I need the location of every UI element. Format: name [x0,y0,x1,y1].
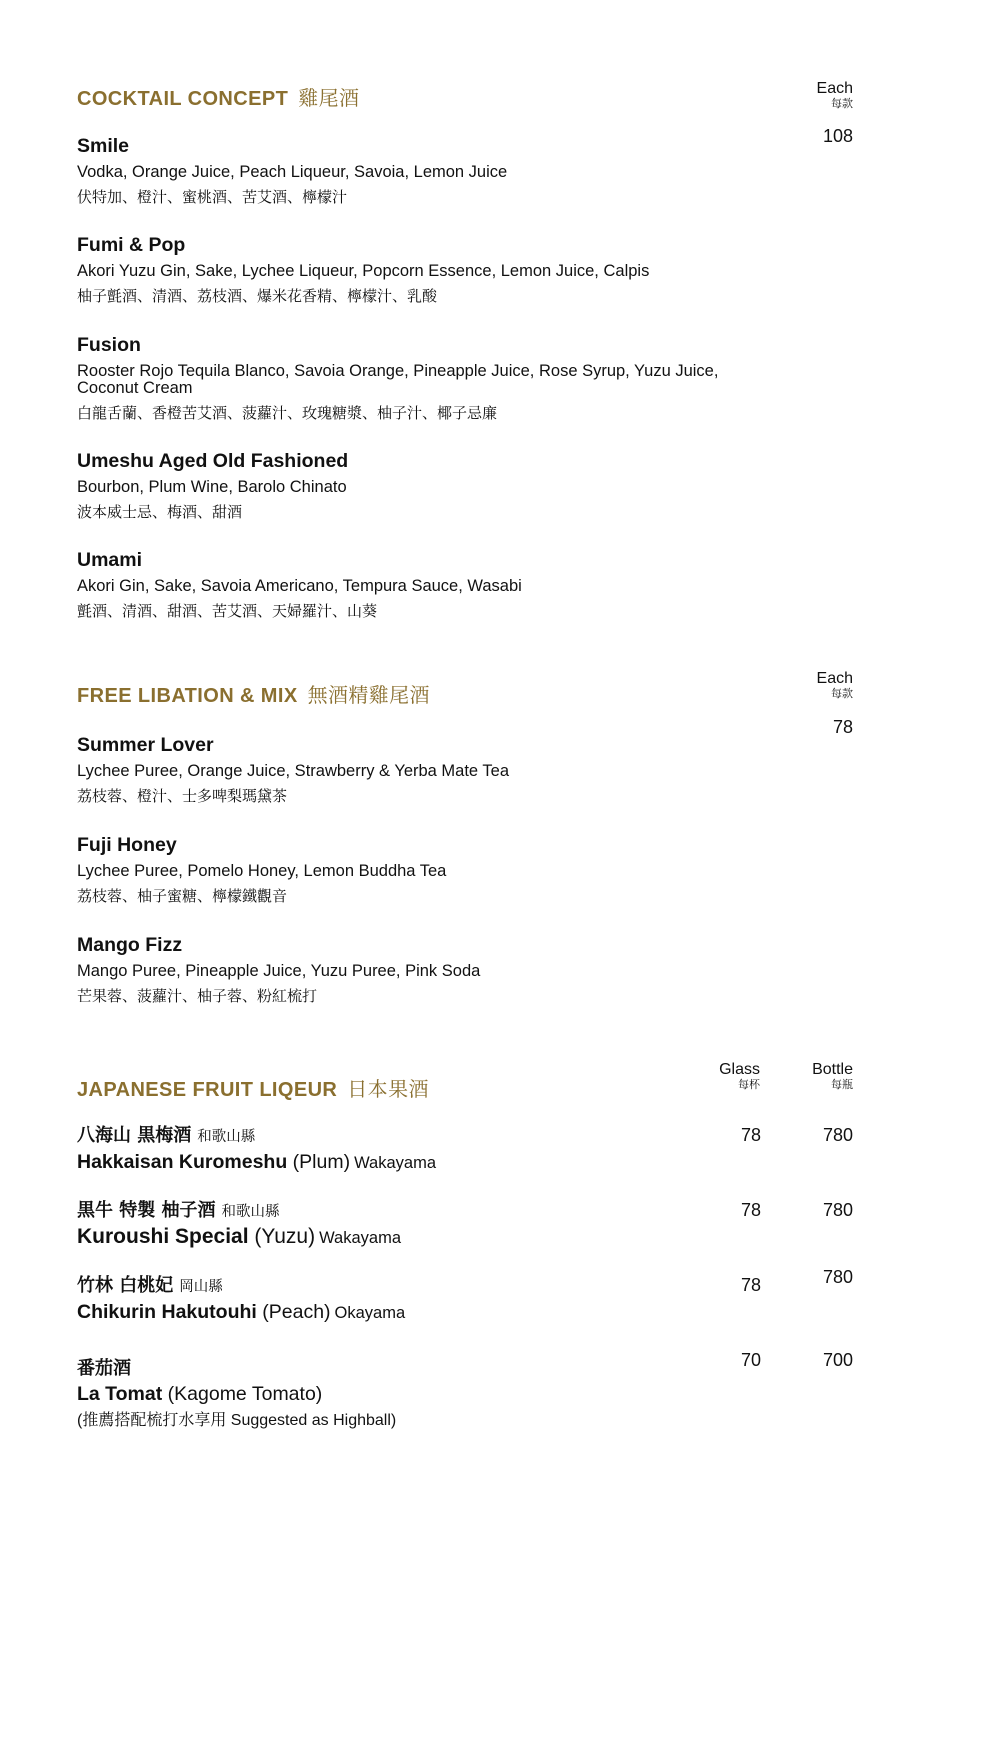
menu-item-summer-lover [77,732,757,805]
col-head-cn: 每款 [831,686,853,700]
item-desc: Vodka, Orange Juice, Peach Liqueur, Savoia, Lemon Juice [77,163,508,181]
free-libation-section-title [77,679,430,708]
liqueur-item-chikurin [77,1274,637,1326]
item-region: Wakayama [319,1229,402,1247]
item-region: Wakayama [354,1154,437,1172]
fruit-liqueur-section-title [77,1073,429,1102]
section-title-en: COCKTAIL CONCEPT [77,88,289,110]
glass-price: 78 [740,1125,761,1145]
menu-item-fusion [77,332,757,422]
item-desc-cn: 芒果蓉、菠蘿汁、柚子蓉、粉紅梳打 [77,987,318,1005]
item-prefecture: 和歌山縣 [221,1204,280,1220]
item-jp-name: 竹林 白桃妃 [77,1275,174,1296]
item-name: Smile [77,135,130,157]
cocktail-price: 108 [822,126,853,146]
item-desc-cn: 柚子氈酒、清酒、荔枝酒、爆米花香精、檸檬汁、乳酸 [77,287,438,305]
item-desc-cn: 波本威士忌、梅酒、甜酒 [77,503,243,521]
item-name: Fusion [77,334,141,356]
bottle-price: 780 [822,1200,853,1220]
item-name: Fuji Honey [77,834,177,856]
liqueur-item-hakkaisan [77,1124,637,1176]
menu-item-fumi-pop [77,232,757,305]
item-name: Kuroushi Special [77,1225,249,1248]
item-jp-name: 八海山 黒梅酒 [77,1125,192,1146]
item-desc-cn: 荔枝蓉、柚子蜜糖、檸檬鐵觀音 [77,887,288,905]
item-name: Umami [77,549,143,571]
item-jp-name: 黒牛 特製 柚子酒 [77,1200,216,1221]
bottle-price-header [812,1061,853,1091]
item-name: Hakkaisan Kuromeshu [77,1151,288,1173]
item-region: Okayama [334,1304,406,1322]
menu-item-umami [77,547,757,620]
menu-item-umeshu-aged-old-fashioned [77,448,757,521]
glass-price: 70 [740,1350,761,1370]
cocktail-section-title [77,82,359,111]
item-name: Umeshu Aged Old Fashioned [77,450,349,472]
item-prefecture: 岡山縣 [179,1279,223,1295]
glass-price: 78 [740,1200,761,1220]
section-title-cn: 無酒精雞尾酒 [307,683,430,707]
item-fruit: (Yuzu) [254,1225,316,1248]
item-name: La Tomat [77,1383,163,1405]
item-jp-name: 番茄酒 [77,1358,131,1379]
item-desc: Lychee Puree, Pomelo Honey, Lemon Buddha Tea [77,862,447,880]
note-cn: 推薦搭配梳打水享用 [82,1410,227,1429]
liqueur-item-kuroushi [77,1199,637,1251]
cocktail-price-header [817,80,853,110]
item-desc-cn: 伏特加、橙汁、蜜桃酒、苦艾酒、檸檬汁 [77,188,348,206]
item-name: Summer Lover [77,734,214,756]
col-head-en: Bottle [812,1061,853,1078]
section-title-en: FREE LIBATION & MIX [77,685,298,707]
item-name: Fumi & Pop [77,234,186,256]
col-head-cn: 每杯 [738,1077,760,1091]
item-desc-cn: 白龍舌蘭、香橙苦艾酒、菠蘿汁、玫瑰糖漿、柚子汁、椰子忌廉 [77,404,498,422]
col-head-en: Each [816,80,853,97]
item-fruit: (Plum) [292,1151,351,1173]
item-desc: Akori Gin, Sake, Savoia Americano, Tempura Sauce, Wasabi [77,577,522,595]
note-en: Suggested as Highball) [226,1412,397,1429]
col-head-cn: 每款 [831,96,853,110]
item-name: Mango Fizz [77,934,183,956]
item-desc: Bourbon, Plum Wine, Barolo Chinato [77,478,347,496]
item-prefecture: 和歌山縣 [197,1129,256,1145]
item-desc: Lychee Puree, Orange Juice, Strawberry & Yerba Mate Tea [77,762,509,780]
col-head-cn: 每瓶 [831,1077,853,1091]
glass-price-header [719,1061,760,1091]
bottle-price: 780 [822,1125,853,1145]
menu-item-mango-fizz [77,932,757,1005]
menu-item-fuji-honey [77,832,757,905]
bottle-price: 780 [822,1267,853,1287]
item-fruit: (Peach) [262,1301,331,1323]
liqueur-item-la-tomat [77,1357,637,1432]
item-name: Chikurin Hakutouhi [77,1301,257,1323]
item-desc: Akori Yuzu Gin, Sake, Lychee Liqueur, Popcorn Essence, Lemon Juice, Calpis [77,262,650,280]
free-price: 78 [832,717,853,737]
item-note [77,1409,637,1432]
glass-price: 78 [740,1275,761,1295]
item-desc: Rooster Rojo Tequila Blanco, Savoia Orange, Pineapple Juice, Rose Syrup, Yuzu Juice, Coconut Cream [77,362,719,397]
free-price-header [817,670,853,700]
col-head-en: Each [816,670,853,687]
item-desc-cn: 氈酒、清酒、甜酒、苦艾酒、天婦羅汁、山葵 [77,602,378,620]
item-desc: Mango Puree, Pineapple Juice, Yuzu Puree, Pink Soda [77,962,481,980]
section-title-cn: 雞尾酒 [298,86,360,110]
menu-item-smile [77,133,757,206]
col-head-en: Glass [719,1061,760,1078]
section-title-en: JAPANESE FRUIT LIQEUR [77,1079,338,1101]
section-title-cn: 日本果酒 [347,1077,429,1101]
item-desc-cn: 荔枝蓉、橙汁、士多啤梨瑪黛茶 [77,787,288,805]
item-fruit: (Kagome Tomato) [167,1383,323,1405]
note-open: ( [77,1412,83,1429]
bottle-price: 700 [822,1350,853,1370]
